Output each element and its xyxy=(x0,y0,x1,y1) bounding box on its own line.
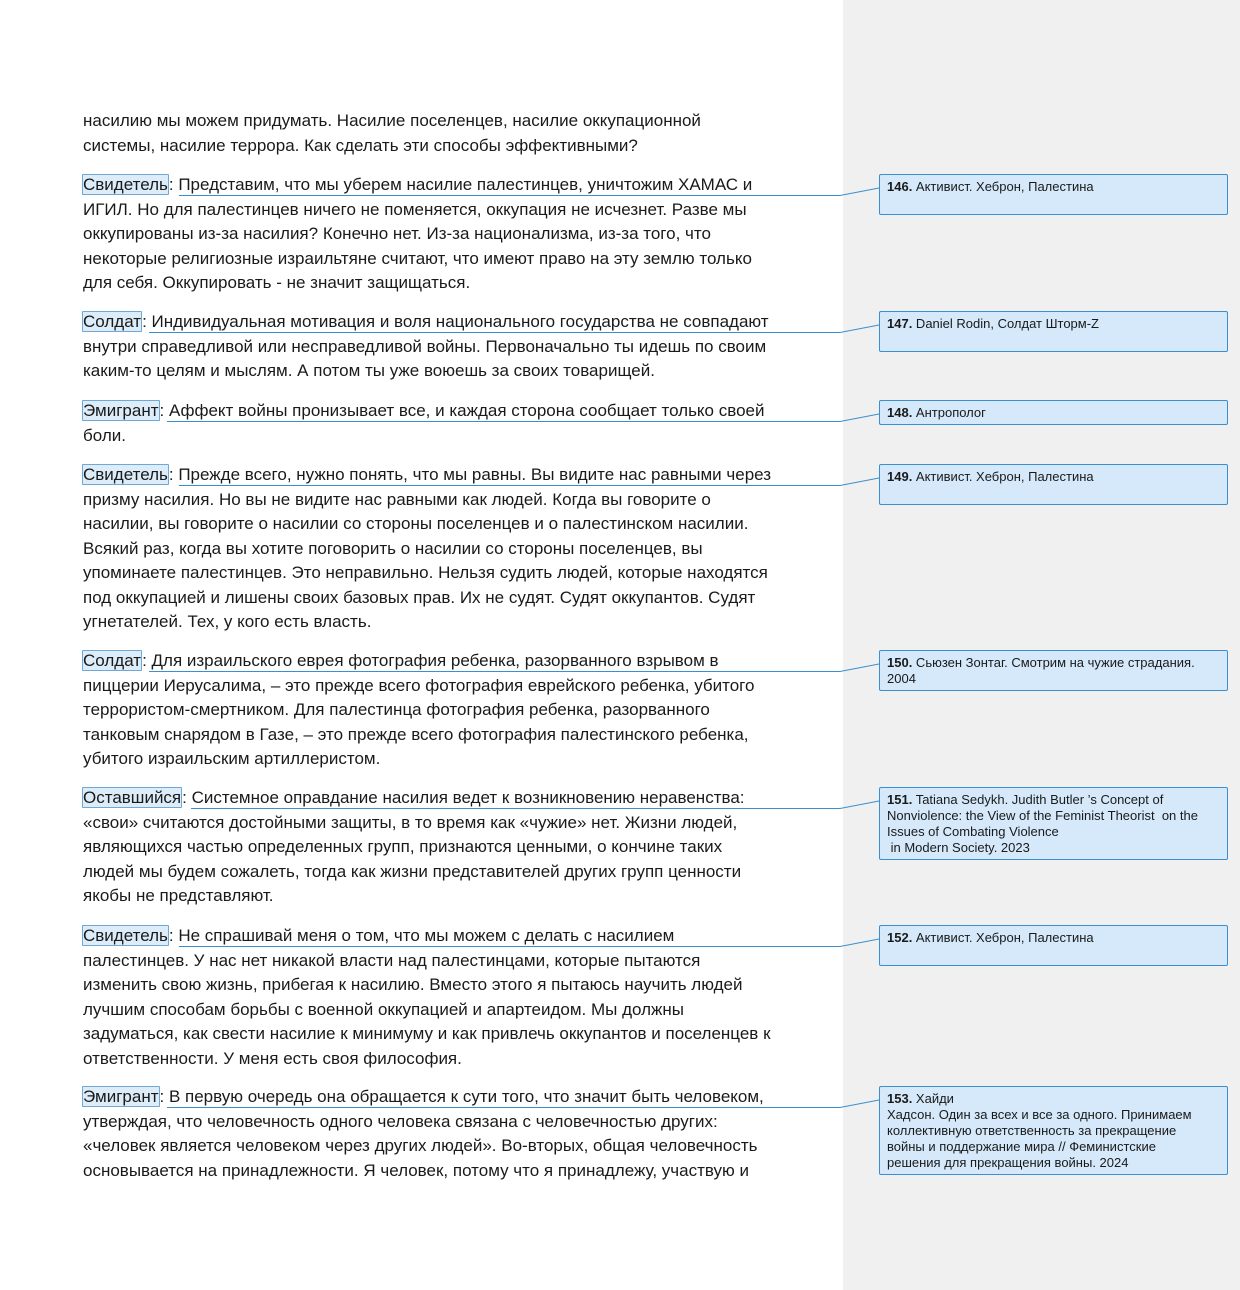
comment-number: 149. xyxy=(887,469,913,484)
paragraph-line xyxy=(83,723,835,748)
paragraph-line xyxy=(83,698,835,723)
paragraph xyxy=(83,463,835,635)
paragraph-line xyxy=(83,359,835,384)
comment-text: Хайди Хадсон. Один за всех и все за одного. Принимаем коллективную ответственность за прекращение войны и поддержание мира // Феминистские решения для прекращения войны. 2024 xyxy=(887,1091,1192,1170)
line-text: задуматься, как свести насилие к минимуму и как привлечь оккупантов и поселенцев к xyxy=(83,1024,771,1043)
paragraph-line xyxy=(83,247,835,272)
comment-balloon[interactable] xyxy=(879,1086,1228,1175)
line-text: лучшим способам борьбы с военной оккупацией и апартеидом. Мы должны xyxy=(83,999,685,1019)
paragraph-line xyxy=(83,134,835,159)
line-text: призму насилия. Но вы не видите нас равными как людей. Когда вы говорите о xyxy=(83,489,711,509)
line-text: системы, насилие террора. Как сделать эти способы эффективными? xyxy=(83,135,638,155)
comment-balloon[interactable] xyxy=(879,311,1228,352)
paragraph-line xyxy=(83,512,835,537)
comment-number: 146. xyxy=(887,179,913,194)
line-text: «свои» считаются достойными защиты, в то время как «чужие» нет. Жизни людей, xyxy=(83,812,738,832)
paragraph-line xyxy=(83,1022,835,1047)
paragraph-line xyxy=(83,884,835,909)
paragraph-line xyxy=(83,222,835,247)
paragraph-line xyxy=(83,1085,835,1110)
line-text: пиццерии Иерусалима, – это прежде всего фотография еврейского ребенка, убитого xyxy=(83,675,755,695)
paragraph-line xyxy=(83,109,835,134)
line-text: утверждая, что человечность одного человека связана с человечностью других: xyxy=(83,1111,718,1131)
line-text: : Прежде всего, нужно понять, что мы равны. Вы видите нас равными через xyxy=(168,465,772,484)
line-text: насилии, вы говорите о насилии со стороны поселенцев и о палестинском насилии. xyxy=(83,514,749,533)
line-text: палестинцев. У нас нет никакой власти над палестинцами, которые пытаются xyxy=(83,950,701,970)
comment-balloon[interactable] xyxy=(879,174,1228,215)
paragraph-line xyxy=(83,463,835,488)
comment-text: Антрополог xyxy=(912,405,986,420)
paragraph-line xyxy=(83,949,835,974)
line-text: : Не спрашивай меня о том, что мы можем с делать с насилием xyxy=(168,926,675,945)
paragraph-line xyxy=(83,649,835,674)
line-text: убитого израильским артиллеристом. xyxy=(83,749,381,768)
comment-text: Tatiana Sedykh. Judith Butler ’s Concept of Nonviolence: the View of the Feminist Theorist on the Issues of Combating Violence in Modern Society. 2023 xyxy=(887,792,1198,855)
paragraph xyxy=(83,310,835,384)
line-text: террористом-смертником. Для палестинца фотография ребенка, разорванного xyxy=(83,700,710,719)
paragraph-line xyxy=(83,198,835,223)
paragraph-line xyxy=(83,424,835,449)
comment-balloon[interactable] xyxy=(879,787,1228,860)
paragraph-line xyxy=(83,399,835,424)
paragraph-line xyxy=(83,747,835,772)
line-text: танковым снарядом в Газе, – это прежде всего фотография палестинского ребенка, xyxy=(83,724,749,744)
paragraph-line xyxy=(83,998,835,1023)
paragraph xyxy=(83,649,835,772)
commented-speaker-name[interactable]: Эмигрант xyxy=(83,401,159,420)
line-text: : Индивидуальная мотивация и воля национального государства не совпадают xyxy=(142,312,769,331)
line-text: : Системное оправдание насилия ведет к возникновению неравенства: xyxy=(182,788,745,807)
paragraph-line xyxy=(83,488,835,513)
commented-speaker-name[interactable]: Свидетель xyxy=(83,926,168,945)
paragraph-line xyxy=(83,173,835,198)
paragraph-line xyxy=(83,811,835,836)
paragraph-line xyxy=(83,1110,835,1135)
paragraph xyxy=(83,786,835,909)
comment-number: 148. xyxy=(887,405,913,420)
paragraph-line xyxy=(83,1134,835,1159)
comment-number: 153. xyxy=(887,1091,913,1106)
commented-speaker-name[interactable]: Солдат xyxy=(83,651,142,670)
comment-balloon[interactable] xyxy=(879,464,1228,505)
comment-balloon[interactable] xyxy=(879,650,1228,691)
line-text: : В первую очередь она обращается к сути того, что значит быть человеком, xyxy=(159,1087,764,1106)
paragraph-line xyxy=(83,1047,835,1072)
commented-speaker-name[interactable]: Эмигрант xyxy=(83,1087,159,1106)
line-text: : Представим, что мы уберем насилие палестинцев, уничтожим ХАМАС и xyxy=(168,175,753,194)
line-text: каким-то целям и мыслям. А потом ты уже воюешь за своих товарищей. xyxy=(83,361,655,380)
paragraph xyxy=(83,173,835,296)
line-text: : Для израильского еврея фотография ребенка, разорванного взрывом в xyxy=(142,651,719,670)
paragraph-line xyxy=(83,786,835,811)
comment-text: Активист. Хеброн, Палестина xyxy=(912,179,1094,194)
paragraph-line xyxy=(83,835,835,860)
line-text: оккупированы из-за насилия? Конечно нет. Из-за национализма, из-за того, что xyxy=(83,224,711,243)
comment-number: 151. xyxy=(887,792,913,807)
paragraph xyxy=(83,924,835,1071)
line-text: : Аффект войны пронизывает все, и каждая сторона сообщает только своей xyxy=(159,401,765,420)
paragraph-line xyxy=(83,310,835,335)
paragraph-line xyxy=(83,973,835,998)
paragraph-line xyxy=(83,335,835,360)
line-text: угнетателей. Тех, у кого есть власть. xyxy=(83,612,372,631)
paragraph-line xyxy=(83,561,835,586)
paragraph-line xyxy=(83,1159,835,1184)
paragraph-line xyxy=(83,271,835,296)
line-text: являющихся частью определенных групп, признаются ценными, о кончине таких xyxy=(83,837,723,856)
paragraph-line xyxy=(83,924,835,949)
line-text: под оккупацией и лишены своих базовых прав. Их не судят. Судят оккупантов. Судят xyxy=(83,587,756,607)
comment-text: Активист. Хеброн, Палестина xyxy=(912,469,1094,484)
line-text: для себя. Оккупировать - не значит защищаться. xyxy=(83,273,471,292)
line-text: ответственности. У меня есть своя философия. xyxy=(83,1048,462,1068)
paragraph xyxy=(83,1085,835,1183)
commented-speaker-name[interactable]: Солдат xyxy=(83,312,142,331)
paragraph-line xyxy=(83,674,835,699)
comment-balloon[interactable] xyxy=(879,925,1228,966)
paragraph-line xyxy=(83,586,835,611)
line-text: Всякий раз, когда вы хотите поговорить о насилии со стороны поселенцев, вы xyxy=(83,538,703,558)
line-text: людей мы будем сожалеть, тогда как жизни представителей других групп ценности xyxy=(83,861,742,881)
comment-number: 147. xyxy=(887,316,913,331)
commented-speaker-name[interactable]: Свидетель xyxy=(83,465,168,484)
paragraph xyxy=(83,399,835,448)
line-text: насилию мы можем придумать. Насилие поселенцев, насилие оккупационной xyxy=(83,111,701,130)
paragraph-line xyxy=(83,610,835,635)
comment-text: Активист. Хеброн, Палестина xyxy=(912,930,1094,945)
comment-balloon[interactable] xyxy=(879,400,1228,425)
line-text: якобы не представляют. xyxy=(83,886,274,905)
commented-speaker-name[interactable]: Свидетель xyxy=(83,175,168,194)
comment-text: Сьюзен Зонтаг. Смотрим на чужие страдания. 2004 xyxy=(887,655,1195,686)
line-text: основывается на принадлежности. Я человек, потому что я принадлежу, участвую и xyxy=(83,1160,749,1180)
comment-text: Daniel Rodin, Солдат Шторм-Z xyxy=(912,316,1099,331)
paragraph-line xyxy=(83,537,835,562)
line-text: изменить свою жизнь, прибегая к насилию. Вместо этого я пытаюсь научить людей xyxy=(83,975,743,994)
line-text: боли. xyxy=(83,425,126,445)
commented-speaker-name[interactable]: Оставшийся xyxy=(83,788,182,807)
paragraph xyxy=(83,109,835,158)
line-text: ИГИЛ. Но для палестинцев ничего не поменяется, оккупация не исчезнет. Разве мы xyxy=(83,199,747,219)
line-text: внутри справедливой или несправедливой войны. Первоначально ты идешь по своим xyxy=(83,336,767,356)
comment-number: 152. xyxy=(887,930,913,945)
line-text: «человек является человеком через других людей». Во-вторых, общая человечность xyxy=(83,1136,758,1155)
line-text: некоторые религиозные израильтяне считают, что имеют право на эту землю только xyxy=(83,248,752,268)
line-text: упоминаете палестинцев. Это неправильно. Нельзя судить людей, которые находятся xyxy=(83,563,768,582)
comment-number: 150. xyxy=(887,655,913,670)
paragraph-line xyxy=(83,860,835,885)
